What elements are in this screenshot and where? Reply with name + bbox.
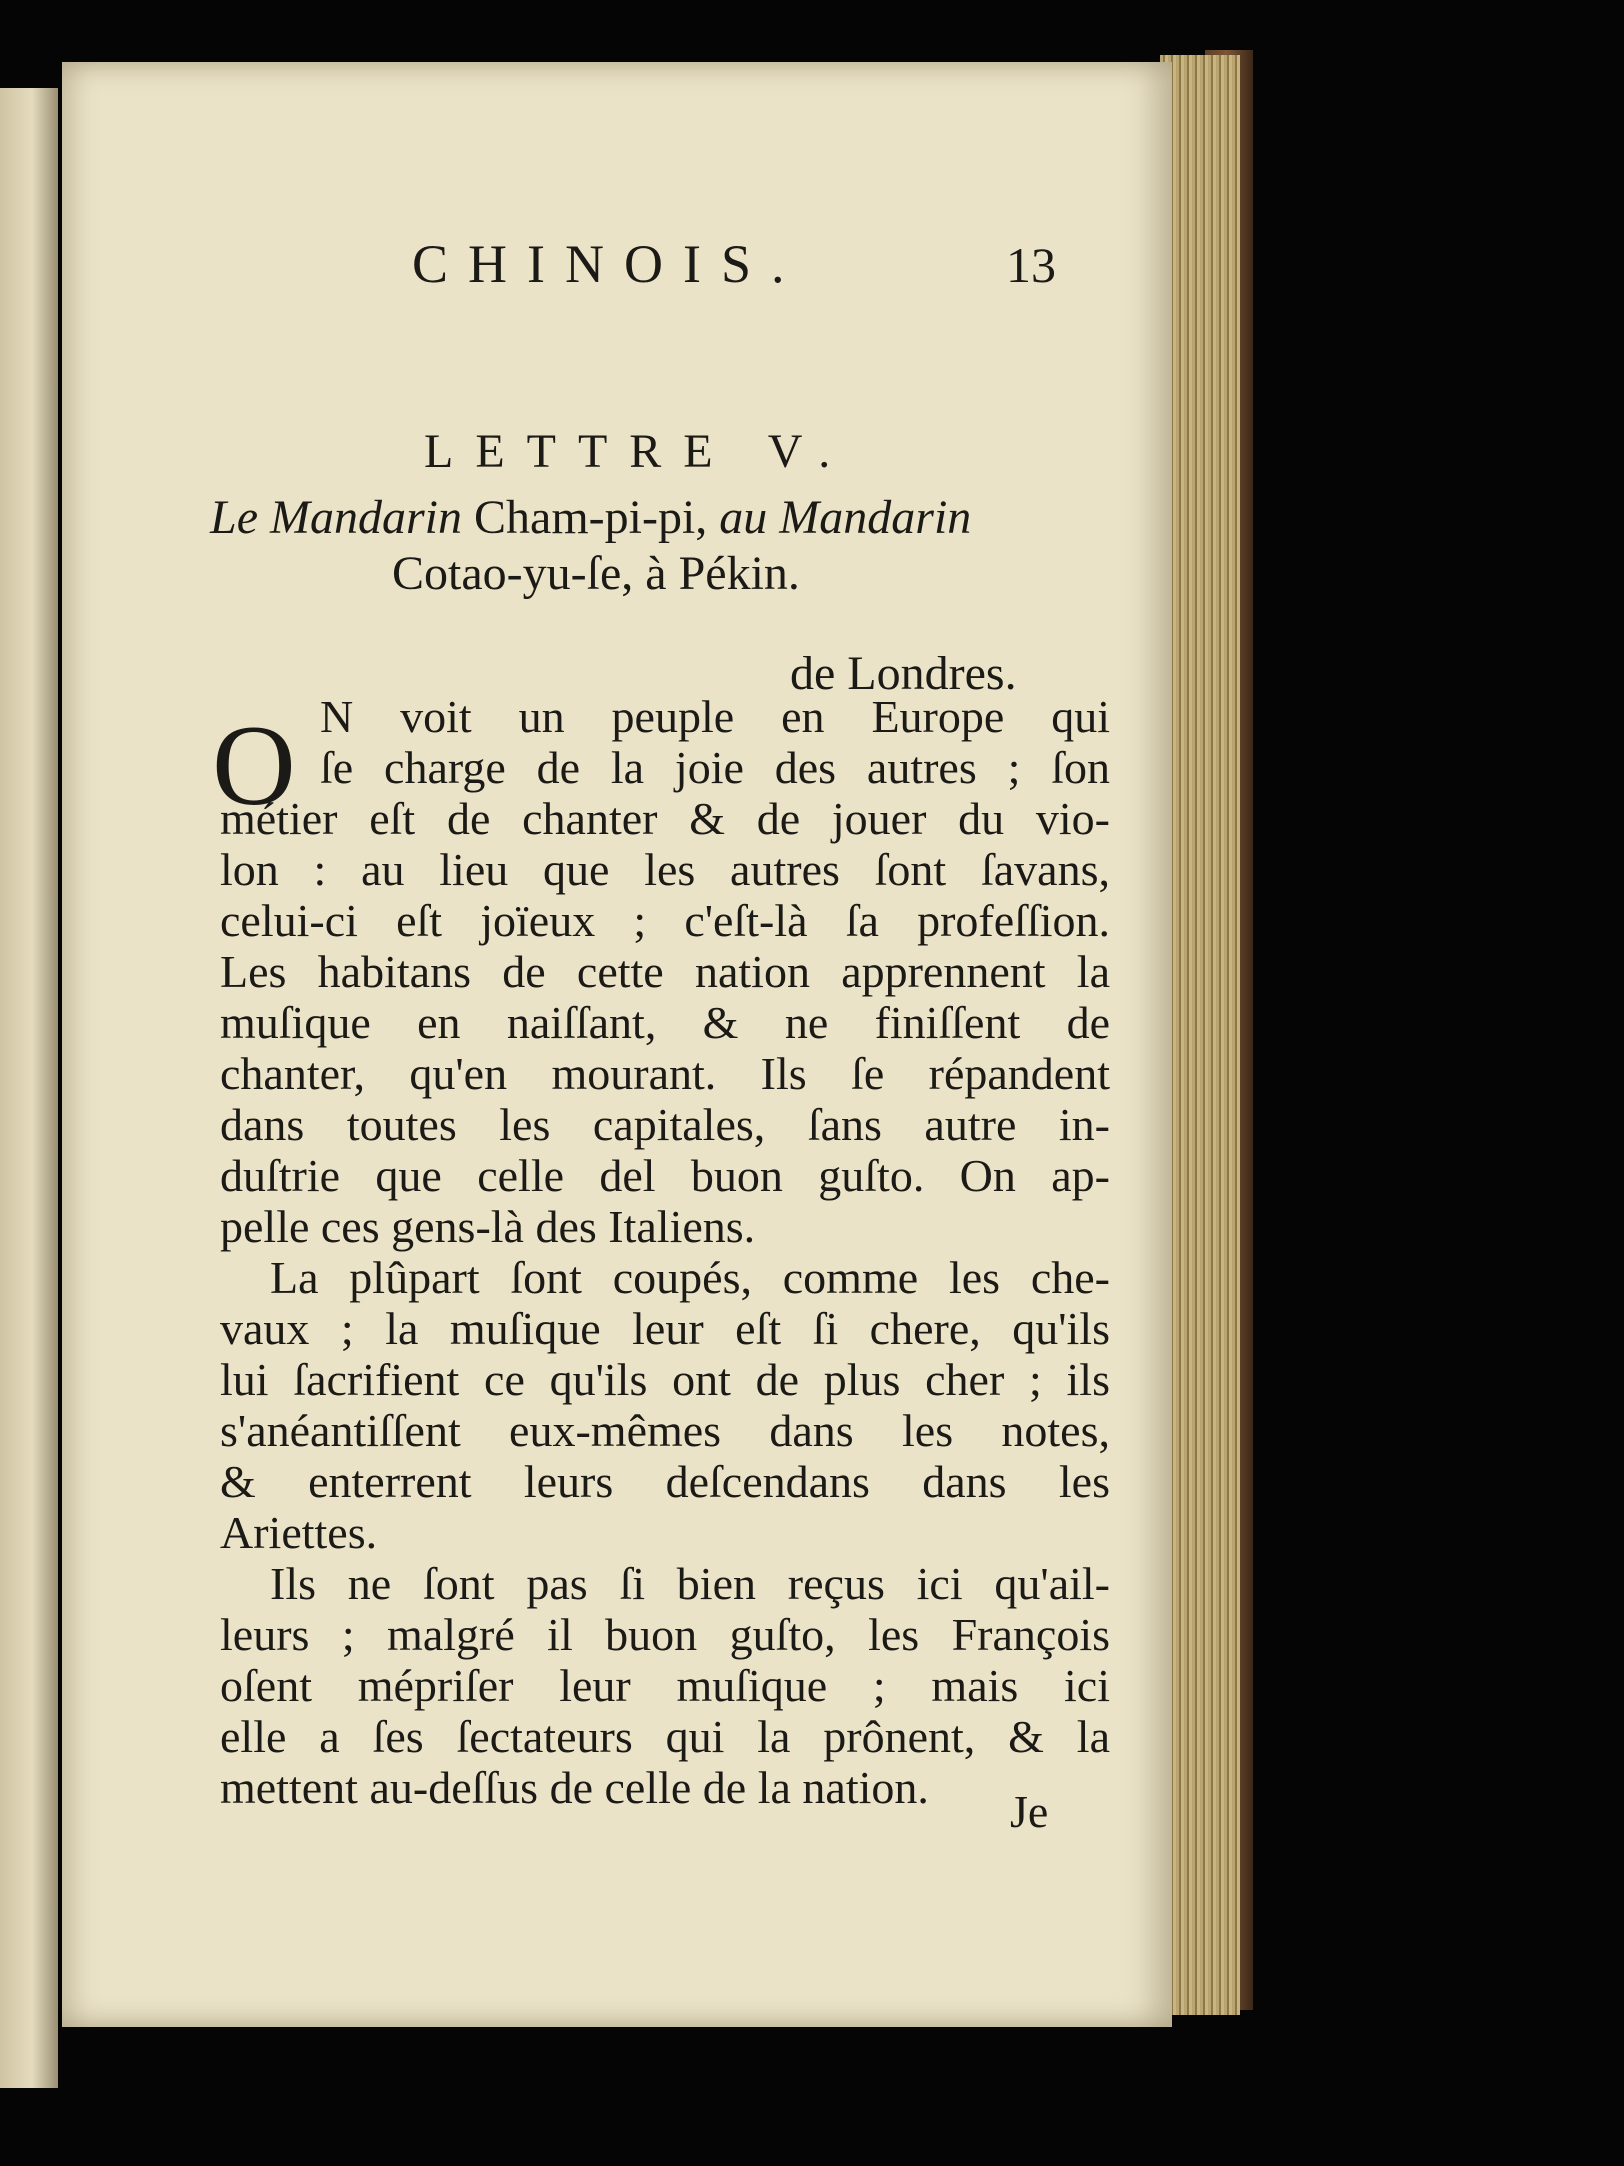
address-salutation: Le Mandarin: [210, 491, 462, 544]
body-line: celui-ci eſt joïeux ; c'eſt-là ſa profeſſion.: [220, 895, 1110, 946]
body-line: Ils ne ſont pas ſi bien reçus ici qu'ail-: [270, 1558, 1110, 1609]
body-line: dans toutes les capitales, ſans autre in-: [220, 1099, 1110, 1150]
body-line: oſent mépriſer leur muſique ; mais ici: [220, 1660, 1110, 1711]
drop-cap: O: [212, 702, 296, 830]
body-line: La plûpart ſont coupés, comme les che-: [270, 1252, 1110, 1303]
body-line: leurs ; malgré il buon guſto, les François: [220, 1609, 1110, 1660]
body-line: pelle ces gens-là des Italiens.: [220, 1201, 756, 1252]
body-line: chanter, qu'en mourant. Ils ſe répandent: [220, 1048, 1110, 1099]
book-page: [62, 62, 1172, 2027]
body-line: mettent au-deſſus de celle de la nation.: [220, 1762, 929, 1813]
left-page-edge: [0, 88, 58, 2088]
body-line: elle a ſes ſectateurs qui la prônent, & la: [220, 1711, 1110, 1762]
body-line: duſtrie que celle del buon guſto. On ap-: [220, 1150, 1110, 1201]
page-block-edge: [1160, 55, 1240, 2015]
catchword: Je: [1010, 1786, 1049, 1837]
body-line: muſique en naiſſant, & ne finiſſent de: [220, 997, 1110, 1048]
body-line: Ariettes.: [220, 1507, 378, 1558]
page-number: 13: [1006, 237, 1056, 293]
letter-address-line-1: [210, 491, 972, 544]
address-sender-name: Cham-pi-pi,: [474, 491, 708, 544]
running-head: CHINOIS.: [412, 234, 805, 294]
body-line: s'anéantiſſent eux-mêmes dans les notes,: [220, 1405, 1110, 1456]
body-line: ſe charge de la joie des autres ; ſon: [320, 742, 1110, 793]
address-recipient-title: au Mandarin: [719, 491, 972, 544]
body-line: lon : au lieu que les autres ſont ſavans,: [220, 844, 1110, 895]
body-line: métier eſt de chanter & de jouer du vio-: [220, 793, 1110, 844]
body-line: & enterrent leurs deſcendans dans les: [220, 1456, 1110, 1507]
body-line: Les habitans de cette nation apprennent la: [220, 946, 1110, 997]
letter-title: LETTRE V.: [424, 425, 853, 478]
body-line: lui ſacrifient ce qu'ils ont de plus cher ; ils: [220, 1354, 1110, 1405]
body-line: N voit un peuple en Europe qui: [320, 691, 1110, 742]
letter-origin: de Londres.: [790, 647, 1017, 700]
body-line: vaux ; la muſique leur eſt ſi chere, qu'ils: [220, 1303, 1110, 1354]
letter-address-line-2: Cotao-yu-ſe, à Pékin.: [392, 547, 800, 600]
